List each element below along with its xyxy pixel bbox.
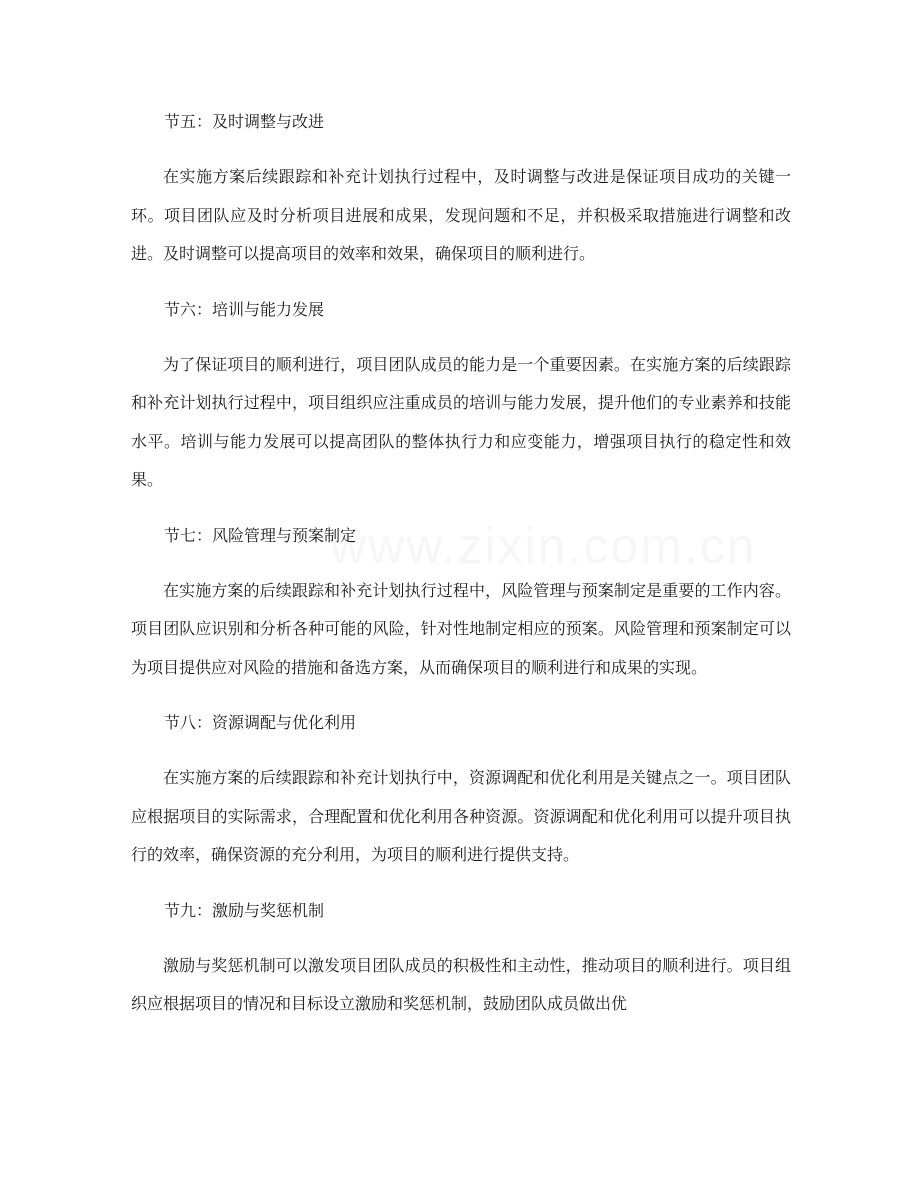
section-heading-6: 节六：培训与能力发展 — [164, 299, 325, 319]
section-paragraph-8 — [131, 759, 791, 875]
section-paragraph-7 — [131, 572, 791, 688]
paragraph-line: 工作内容。项目团队应识别和分析各种可能的风险，针对性地制定相应的预案。风 — [131, 580, 791, 638]
paragraph-line: 在实施方案后续跟踪和补充计划执行过程中，及时调整与改进是保证项目成功 — [163, 167, 726, 186]
paragraph-line: 持。 — [547, 845, 580, 864]
paragraph-line: 他们的专业素养和技能水平。培训与能力发展可以提高团队的整体执行力和应变能 — [131, 393, 791, 451]
paragraph-line: 行。项目组织应根据项目的情况和目标设立激励和奖惩机制，鼓励团队成员做出优 — [131, 955, 791, 1013]
paragraph-line: 。 — [579, 244, 596, 263]
section-heading-9: 节九：激励与奖惩机制 — [164, 900, 325, 920]
paragraph-line: 险管理和预案制定可以为项目提供应对风险的措施和备选方案，从而确保项目的顺 — [131, 619, 791, 677]
paragraph-line: 措施进行调整和改进。及时调整可以提高项目的效率和效果，确保项目的顺利进行 — [131, 205, 791, 263]
section-heading-8: 节八：资源调配与优化利用 — [164, 713, 357, 732]
paragraph-line: 化利用可以提升项目执行的效率，确保资源的充分利用，为项目的顺利进行提供支 — [131, 806, 791, 864]
paragraph-line: 在实施方案的后续跟踪和补充计划执行过程中，风险管理与预案制定是重要的 — [163, 580, 711, 600]
section-paragraph-9 — [131, 947, 791, 1024]
paragraph-line: 为了保证项目的顺利进行，项目团队成员的能力是一个重要因素。在实施方案 — [163, 354, 711, 374]
paragraph-line: 激励与奖惩机制可以激发项目团队成员的积极性和主动性，推动项目的顺利进 — [163, 955, 711, 975]
document-body — [131, 103, 791, 1041]
paragraph-line: 的关键一环。项目团队应及时分析项目进展和成果，发现问题和不足，并积极采取 — [131, 167, 791, 225]
section-paragraph-5 — [131, 158, 791, 274]
paragraph-line: 。项目团队应根据项目的实际需求，合理配置和优化利用各种资源。资源调配和优 — [131, 768, 791, 826]
paragraph-line: 在实施方案的后续跟踪和补充计划执行中，资源调配和优化利用是关键点之一 — [163, 768, 711, 787]
paragraph-line: 利进行和成果的实现。 — [547, 657, 708, 677]
section-heading-5: 节五：及时调整与改进 — [164, 112, 325, 131]
section-paragraph-6 — [131, 346, 791, 500]
section-heading-7: 节七：风险管理与预案制定 — [164, 525, 357, 545]
paragraph-line: 的后续跟踪和补充计划执行过程中，项目组织应注重成员的培训与能力发展，提升 — [131, 354, 791, 412]
paragraph-line: 力，增强项目执行的稳定性和效果。 — [131, 431, 791, 489]
